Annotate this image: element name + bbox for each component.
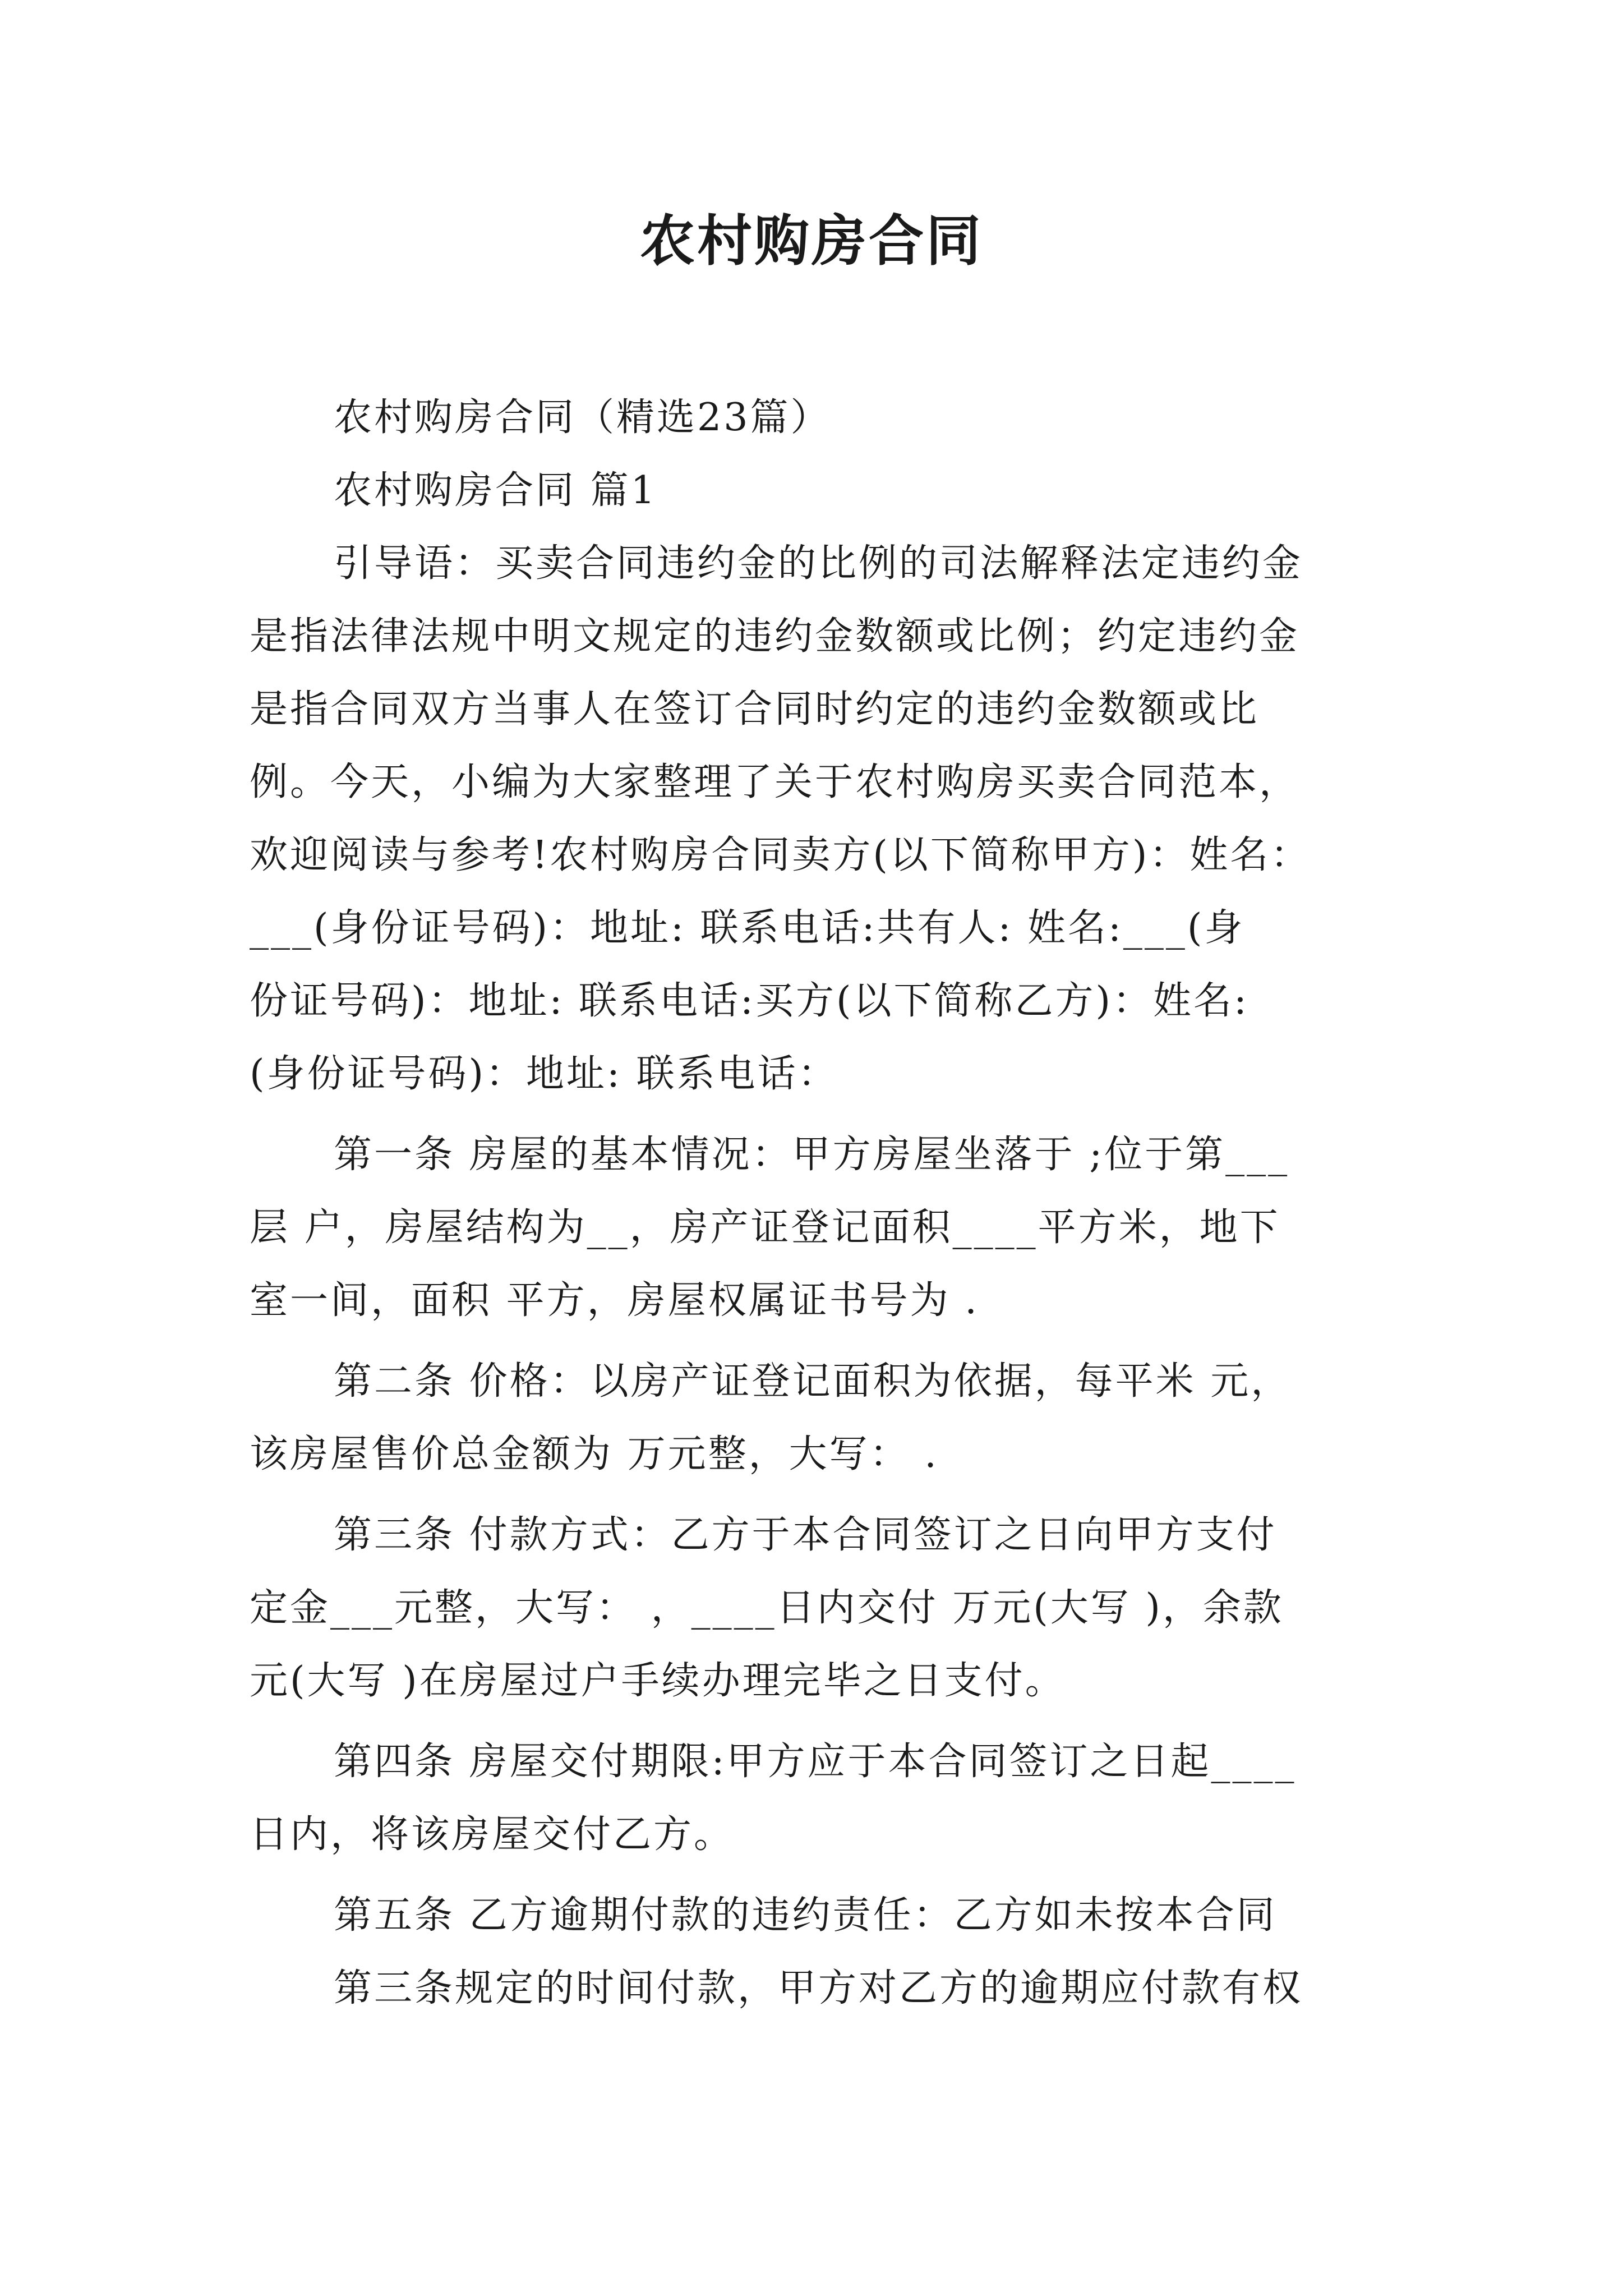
paragraph-line: 元(大写 )在房屋过户手续办理完毕之日支付。 [250,1659,1066,1703]
paragraph-line: 日内，将该房屋交付乙方。 [250,1812,735,1857]
paragraph-line: 第一条 房屋的基本情况：甲方房屋坐落于 ;位于第___ [334,1133,1290,1177]
article-2-paragraph [250,1345,1377,1491]
paragraph-line: 层 户，房屋结构为__，房产证登记面积____平方米，地下 [250,1205,1280,1250]
document-body [250,381,1377,2025]
paragraph-line: 是指法律法规中明文规定的违约金数额或比例；约定违约金 [250,614,1300,659]
paragraph-line: 份证号码)：地址: 联系电话:买方(以下简称乙方)：姓名: [250,979,1249,1023]
paragraph-line: 该房屋售价总金额为 万元整，大写： . [250,1432,939,1476]
paragraph-line: 是指合同双方当事人在签订合同时约定的违约金数额或比 [250,687,1260,731]
article-1-paragraph [250,1119,1377,1337]
paragraph-line: 第三条 付款方式：乙方于本合同签订之日向甲方支付 [334,1513,1277,1557]
article-5-paragraph [250,1879,1377,2025]
paragraph-line: 定金___元整，大写： ，____日内交付 万元(大写 )，余款 [250,1586,1284,1630]
section-heading: 农村购房合同 篇1 [334,468,657,513]
paragraph-line: (身份证号码)：地址: 联系电话： [250,1052,838,1096]
paragraph-line: 室一间，面积 平方，房屋权属证书号为 . [250,1278,979,1323]
paragraph-line: 第五条 乙方逾期付款的违约责任：乙方如未按本合同 [334,1893,1277,1938]
article-3-paragraph [250,1499,1377,1718]
paragraph-line: 第三条规定的时间付款，甲方对乙方的逾期应付款有权 [334,1966,1303,2010]
paragraph-line: 第四条 房屋交付期限:甲方应于本合同签订之日起____ [334,1740,1297,1784]
paragraph-line: 欢迎阅读与参考!农村购房合同卖方(以下简称甲方)：姓名： [250,833,1311,877]
paragraph-line: 第二条 价格：以房产证登记面积为依据，每平米 元， [334,1359,1292,1404]
paragraph-line: 引导语：买卖合同违约金的比例的司法解释法定违约金 [334,541,1303,586]
paragraph-line: 例。今天，小编为大家整理了关于农村购房买卖合同范本， [250,760,1300,804]
article-4-paragraph [250,1726,1377,1871]
paragraph-line: ___(身份证号码)：地址: 联系电话:共有人: 姓名:___(身 [250,906,1245,950]
document-subtitle: 农村购房合同（精选23篇） [334,395,831,440]
document-title: 农村购房合同 [639,209,983,273]
intro-paragraph [250,527,1377,1111]
